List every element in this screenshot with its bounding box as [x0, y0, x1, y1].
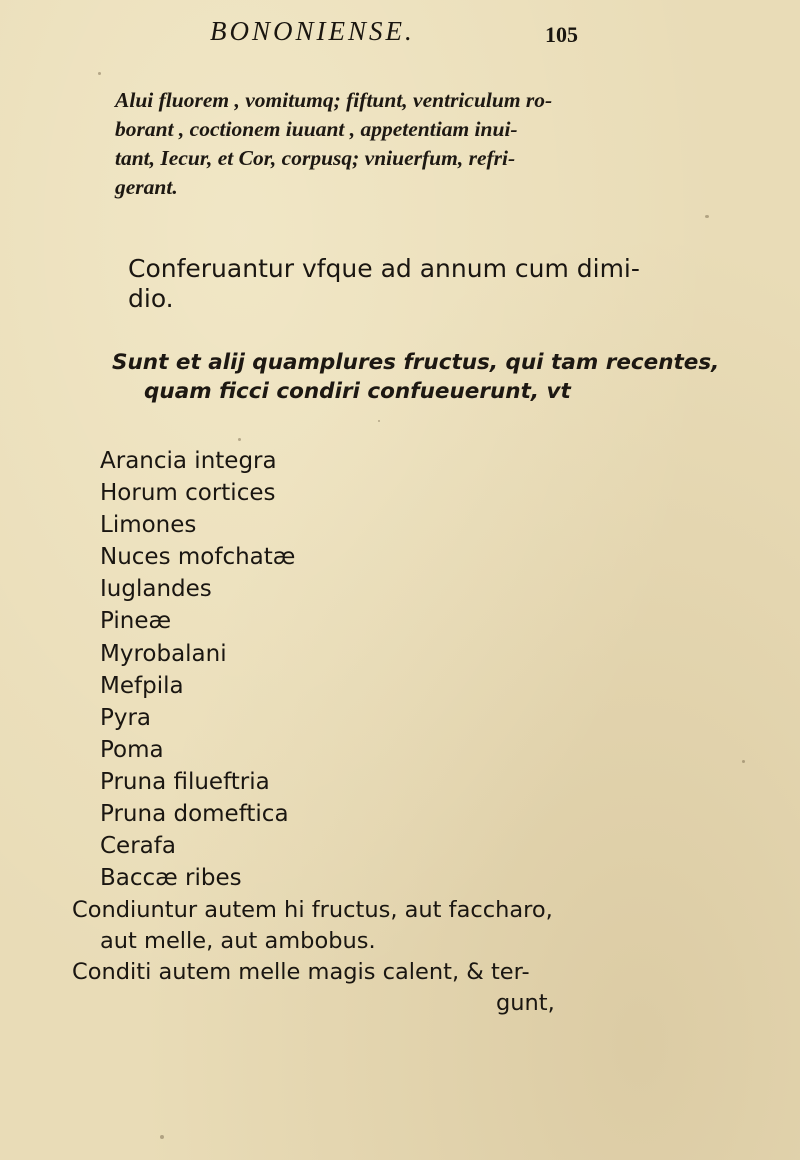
list-item: Poma [100, 736, 164, 763]
list-item: Myrobalani [100, 640, 227, 667]
paragraph-italic-other-fruits [112, 348, 719, 406]
list-item: Arancia integra [100, 448, 277, 474]
paper-speck [742, 760, 745, 763]
fruit-list [100, 445, 295, 894]
paragraph-condiments [72, 895, 555, 1019]
list-item: Mefpila [100, 672, 184, 699]
paragraph-preservation [128, 254, 640, 314]
text-line: Sunt et alij quamplures fructus, qui tam recentes, [112, 350, 720, 375]
paper-speck [238, 438, 241, 441]
paper-speck [705, 215, 709, 218]
running-head: BONONIENSE. [210, 16, 415, 46]
list-item: Iuglandes [100, 576, 212, 603]
text-line: dio. [128, 284, 174, 313]
text-line: gerant. [115, 175, 178, 199]
list-item: Pruna domeftica [100, 801, 289, 828]
list-item: Pineæ [100, 608, 172, 635]
paper-speck [98, 72, 101, 75]
list-item: Limones [100, 512, 197, 539]
text-line: Condiuntur autem hi fructus, aut faccharo, [72, 897, 553, 923]
text-line: Alui fluorem , vomitumq; fiftunt, ventriculum ro- [115, 88, 553, 112]
catchword: gunt, [496, 990, 555, 1016]
paragraph-italic-effects [115, 86, 552, 202]
paper-speck [160, 1135, 164, 1139]
text-line: borant , coctionem iuuant , appetentiam inui- [115, 117, 518, 141]
list-item: Pyra [100, 704, 152, 731]
page-number: 105 [545, 22, 578, 47]
text-line: tant, Iecur, et Cor, corpusq; vniuerfum, refri- [115, 146, 516, 170]
text-line: quam ficci condiri confueuerunt, vt [144, 379, 571, 404]
text-line: Conferuantur vfque ad annum cum dimi- [128, 254, 640, 283]
text-line: aut melle, aut ambobus. [100, 928, 376, 954]
list-item: Pruna filueftria [100, 768, 270, 795]
paper-speck [378, 420, 380, 422]
list-item: Nuces mofchatæ [100, 544, 296, 571]
list-item: Horum cortices [100, 480, 276, 507]
list-item: Baccæ ribes [100, 865, 242, 892]
text-line: Conditi autem melle magis calent, & ter- [72, 959, 530, 985]
list-item: Cerafa [100, 833, 176, 860]
